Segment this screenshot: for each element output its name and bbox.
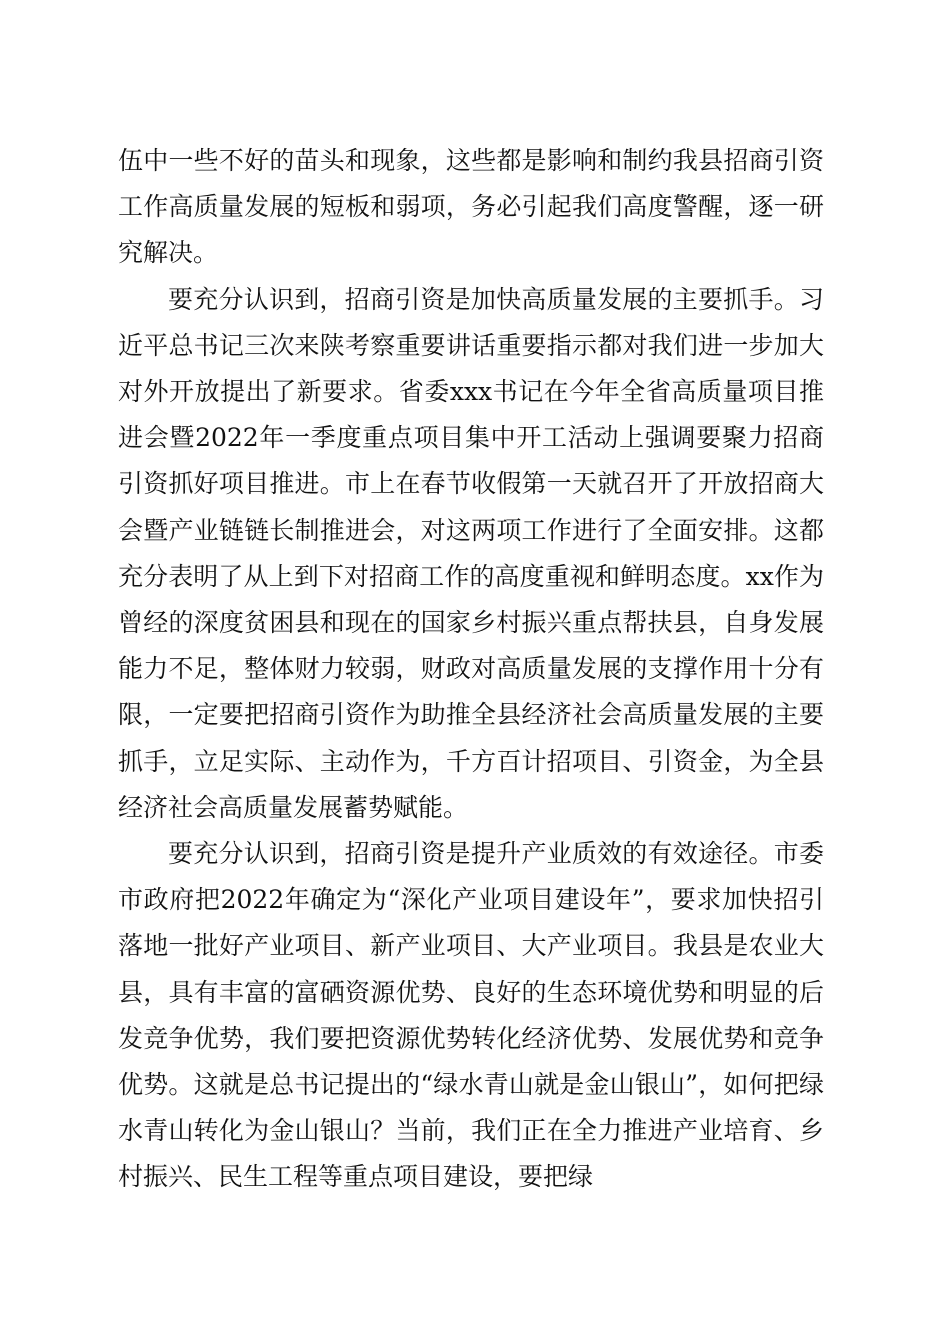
paragraph-2: 要充分认识到，招商引资是加快高质量发展的主要抓手。习近平总书记三次来陕考察重要讲话重要指示都对我们进一步加大对外开放提出了新要求。省委xxx书记在今年全省高质量项目推进会暨2022年一季度重点项目集中开工活动上强调要聚力招商引资抓好项目推进。市上在春节收假第一天就召开了开放招商大会暨产业链链长制推进会，对这两项工作进行了全面安排。这都充分表明了从上到下对招商工作的高度重视和鲜明态度。xx作为曾经的深度贫困县和现在的国家乡村振兴重点帮扶县，自身发展能力不足，整体财力较弱，财政对高质量发展的支撑作用十分有限，一定要把招商引资作为助推全县经济社会高质量发展的主要抓手，立足实际、主动作为，千方百计招项目、引资金，为全县经济社会高质量发展蓄势赋能。 [118, 284, 824, 822]
paragraph-3: 要充分认识到，招商引资是提升产业质效的有效途径。市委市政府把2022年确定为“深化产业项目建设年”，要求加快招引落地一批好产业项目、新产业项目、大产业项目。我县是农业大县，具有丰富的富硒资源优势、良好的生态环境优势和明显的后发竞争优势，我们要把资源优势转化经济优势、发展优势和竞争优势。这就是总书记提出的“绿水青山就是金山银山”，如何把绿水青山转化为金山银山？当前，我们正在全力推进产业培育、乡村振兴、民生工程等重点项目建设，要把绿 [118, 839, 824, 1192]
paragraph-1: 伍中一些不好的苗头和现象，这些都是影响和制约我县招商引资工作高质量发展的短板和弱项，务必引起我们高度警醒，逐一研究解决。 [118, 146, 824, 268]
document-body [118, 138, 824, 1201]
